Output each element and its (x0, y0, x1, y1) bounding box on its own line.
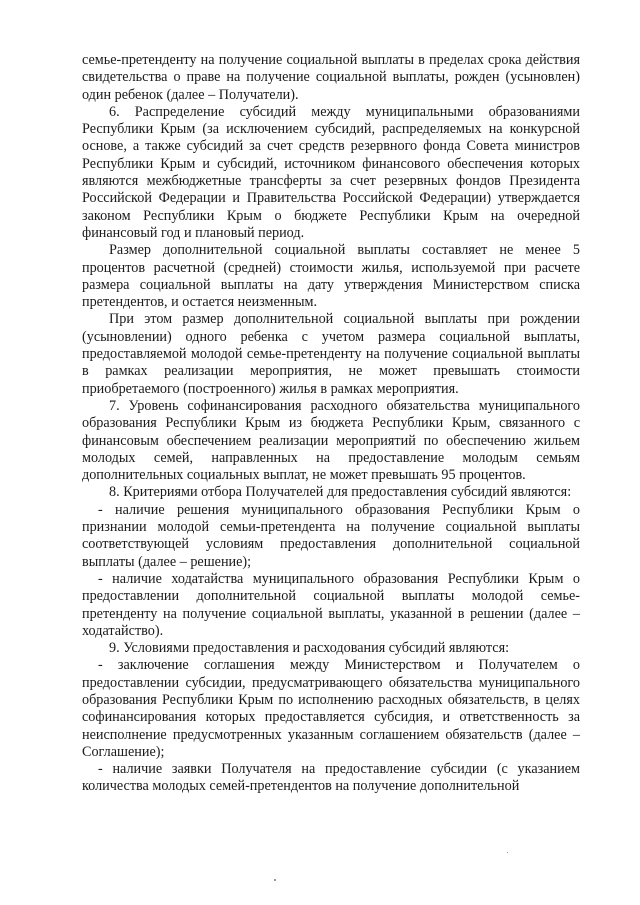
paragraph-continuation: семье-претенденту на получение социальной выплаты в пределах срока действия свидетельства о праве на получение социальной выплаты, рожден (усыновлен) один ребенок (далее – Получатели). (82, 52, 580, 103)
paragraph-payment-limit: При этом размер дополнительной социальной выплаты при рождении (усыновлении) одного ребенка с учетом размера социальной выплаты, предоставляемой молодой семье-претенденту на получение социальной выплаты в рамках реализации мероприятия, не может превышать стоимости приобретаемого (построенного) жилья в рамках мероприятия. (82, 311, 580, 397)
scan-speck (274, 879, 276, 881)
scan-speck (507, 852, 508, 853)
paragraph-8-selection-criteria: 8. Критериями отбора Получателей для предоставления субсидий являются: (109, 484, 572, 501)
paragraph-7-cofinancing-level: 7. Уровень софинансирования расходного обязательства муниципального образования Республики Крым из бюджета Республики Крым, связанного с финансовым обеспечением реализации мероприятий по обеспечению жильем молодых семей, направленных на предоставление молодым семьям дополнительных социальных выплат, не может превышать 95 процентов. (82, 397, 580, 484)
paragraph-9-conditions: 9. Условиями предоставления и расходования субсидий являются: (109, 640, 510, 657)
condition-item-application: - наличие заявки Получателя на предоставление субсидии (с указанием количества молодых семей-претендентов на получение дополнительной (82, 761, 580, 795)
paragraph-payment-amount: Размер дополнительной социальной выплаты составляет не менее 5 процентов расчетной (средней) стоимости жилья, используемой при расчете размера социальной выплаты на дату утверждения Министерством списка претендентов, и остается неизменным. (82, 242, 580, 311)
criteria-item-petition: - наличие ходатайства муниципального образования Республики Крым о предоставлении дополнительной социальной выплаты молодой семье-претенденту на получение социальной выплаты, указанной в решении (далее – ходатайство). (82, 570, 580, 639)
document-body (82, 52, 580, 796)
condition-item-agreement: - заключение соглашения между Министерством и Получателем о предоставлении субсидии, предусматривающего обязательства муниципального образования Республики Крым по исполнению расходных обязательств, в целях софинансирования которых предоставляется субсидия, и ответственность за неисполнение предусмотренных указанным соглашением обязательств (далее – Соглашение); (82, 657, 580, 760)
criteria-item-decision: - наличие решения муниципального образования Республики Крым о признании молодой семьи-претендента на получение социальной выплаты соответствующей условиям предоставления дополнительной социальной выплаты (далее – решение); (82, 501, 580, 570)
paragraph-6-subsidy-distribution: 6. Распределение субсидий между муниципальными образованиями Республики Крым (за исключением субсидий, распределяемых на конкурсной основе, а также субсидий за счет средств резервного фонда Совета министров Республики Крым и субсидий, источником финансового обеспечения которых являются межбюджетные трансферты за счет резервных фондов Президента Российской Федерации и Правительства Российской Федерации) утверждается законом Республики Крым о бюджете Республики Крым на очередной финансовый год и плановый период. (82, 103, 580, 241)
